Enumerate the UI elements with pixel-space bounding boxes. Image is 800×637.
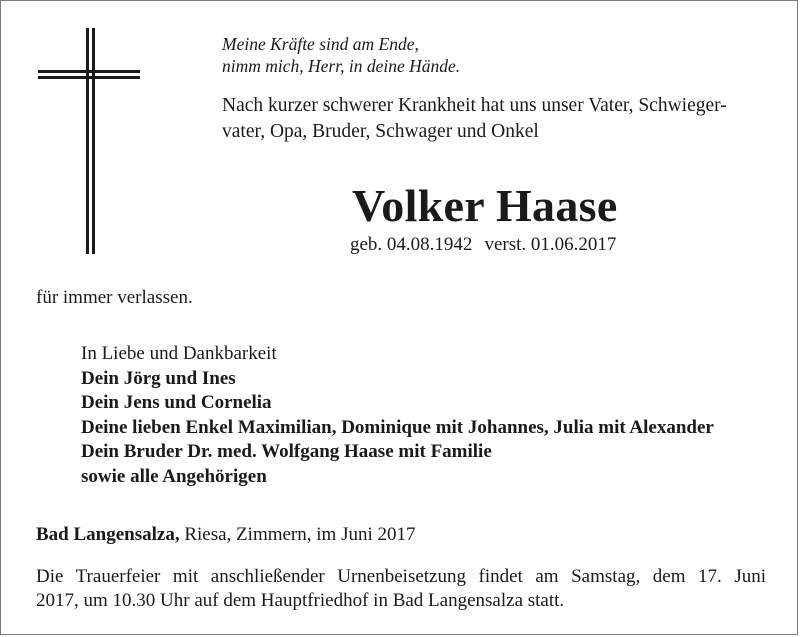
funeral-line: 2017, um 10.30 Uhr auf dem Hauptfriedhof in Bad Langensalza statt. xyxy=(36,590,565,611)
closing-phrase: für immer verlassen. xyxy=(36,287,193,308)
place-city: Bad Langensalza, xyxy=(36,524,180,545)
signer-line: Deine lieben Enkel Maximilian, Dominique mit Johannes, Julia mit Alexander xyxy=(81,416,714,438)
motto-line: nimm mich, Herr, in deine Hände. xyxy=(222,56,461,76)
intro-line: Nach kurzer schwerer Krankheit hat uns unser Vater, Schwieger- xyxy=(222,95,727,116)
death-date: verst. 01.06.2017 xyxy=(484,234,617,255)
signers-lead: In Liebe und Dankbarkeit xyxy=(81,343,277,364)
cross-icon xyxy=(38,28,140,254)
place-and-date xyxy=(36,523,416,547)
signers-block xyxy=(81,342,714,490)
life-dates xyxy=(350,233,616,257)
deceased-name: Volker Haase xyxy=(352,180,618,231)
funeral-info xyxy=(36,565,766,613)
place-rest: Riesa, Zimmern, im Juni 2017 xyxy=(184,524,416,545)
signer-line: sowie alle Angehörigen xyxy=(81,465,267,487)
intro-text xyxy=(222,93,772,145)
signer-line: Dein Jörg und Ines xyxy=(81,367,236,389)
motto-verse xyxy=(222,33,460,77)
funeral-line: Die Trauerfeier mit anschließender Urnenbeisetzung findet am Samstag, dem 17. Juni xyxy=(36,566,766,587)
intro-line: vater, Opa, Bruder, Schwager und Onkel xyxy=(222,121,539,142)
signer-line: Dein Bruder Dr. med. Wolfgang Haase mit Familie xyxy=(81,441,492,463)
birth-date: geb. 04.08.1942 xyxy=(350,234,473,255)
signer-line: Dein Jens und Cornelia xyxy=(81,392,272,414)
motto-line: Meine Kräfte sind am Ende, xyxy=(222,34,419,54)
